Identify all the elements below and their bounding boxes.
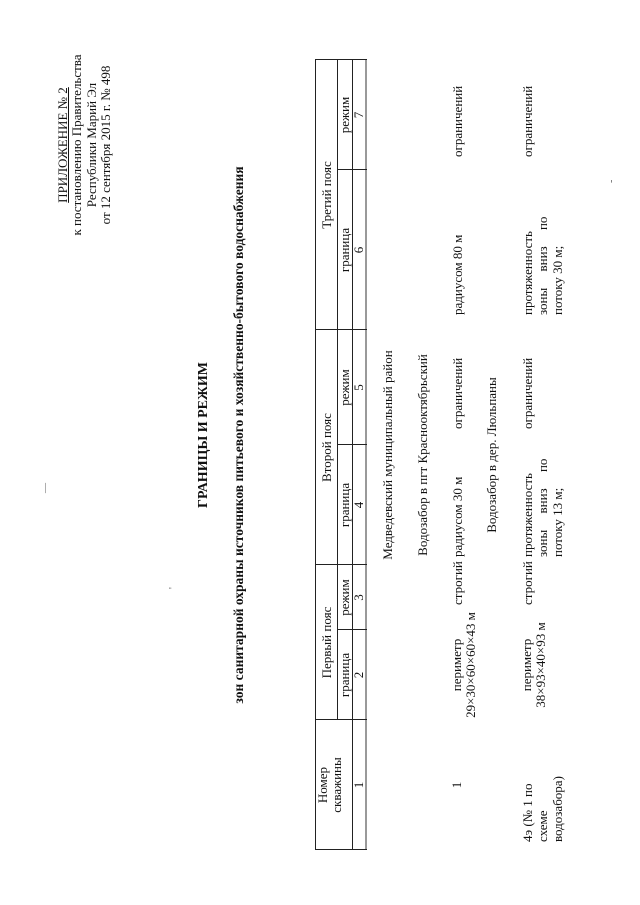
col-number-1: 1 — [351, 781, 366, 789]
header-zone-1: Первый пояс — [319, 606, 334, 679]
document-title: ГРАНИЦЫ И РЕЖИМ — [196, 362, 211, 508]
row2-boundary-1: периметр 38×93×40×93 м — [519, 622, 548, 708]
document-subtitle: зон санитарной охраны источников питьевого и хозяйственно-бытового водоснабжения — [231, 166, 246, 704]
header-boundary-3: граница — [337, 227, 352, 273]
row1-boundary-3: радиусом 80 м — [450, 234, 465, 315]
header-zone-3: Третий пояс — [319, 161, 334, 229]
appendix-line-3: от 12 сентября 2015 г. № 498 — [98, 65, 114, 225]
row1-boundary-1: периметр 29×30×60×60×43 м — [449, 612, 478, 718]
stray-mark: ' — [168, 587, 179, 589]
header-regime-2: режим — [337, 369, 352, 406]
row2-well: 4э (№ 1 по схеме водозабора) — [520, 776, 565, 842]
header-well-number: Номер скважины — [315, 757, 344, 813]
row2-regime-3: ограничений — [520, 85, 535, 157]
header-regime-3: режим — [337, 96, 352, 134]
row1-well: 1 — [449, 781, 464, 789]
stray-mark: — — [40, 483, 51, 493]
col-number-2: 2 — [351, 671, 366, 679]
section-title-2: Водозабор в дер. Люльпаны — [484, 377, 499, 533]
row2-regime-2: ограничений — [520, 357, 535, 429]
stray-mark: - — [606, 179, 617, 183]
col-number-5: 5 — [351, 384, 366, 391]
appendix-line-2: Республики Марий Эл — [83, 82, 99, 208]
row1-regime-3: ограничений — [450, 85, 465, 157]
col-number-7: 7 — [351, 111, 366, 119]
appendix-header — [56, 25, 114, 265]
header-regime-1: режим — [337, 579, 352, 616]
row2-boundary-2: протяженность зоны вниз по потоку 13 м; — [520, 458, 565, 557]
appendix-line-1: к постановлению Правительства — [69, 54, 85, 236]
row1-regime-2: ограничений — [450, 357, 465, 429]
col-number-3: 3 — [351, 594, 366, 601]
header-zone-2: Второй пояс — [319, 413, 334, 482]
header-boundary-1: граница — [337, 652, 352, 698]
row1-boundary-2: радиусом 30 м — [450, 476, 465, 557]
header-boundary-2: граница — [337, 482, 352, 528]
section-title-1: Водозабор в пгт Краснооктябрьский — [415, 354, 430, 556]
row1-regime-1: строгий — [450, 561, 465, 605]
row2-boundary-3: протяженность зоны вниз по потоку 30 м; — [520, 216, 565, 315]
col-number-6: 6 — [351, 246, 366, 254]
appendix-title: ПРИЛОЖЕНИЕ № 2 — [55, 87, 70, 203]
district-name: Медведевский муниципальный район — [380, 350, 395, 560]
col-number-4: 4 — [351, 501, 366, 509]
row2-regime-1: строгий — [520, 561, 535, 605]
